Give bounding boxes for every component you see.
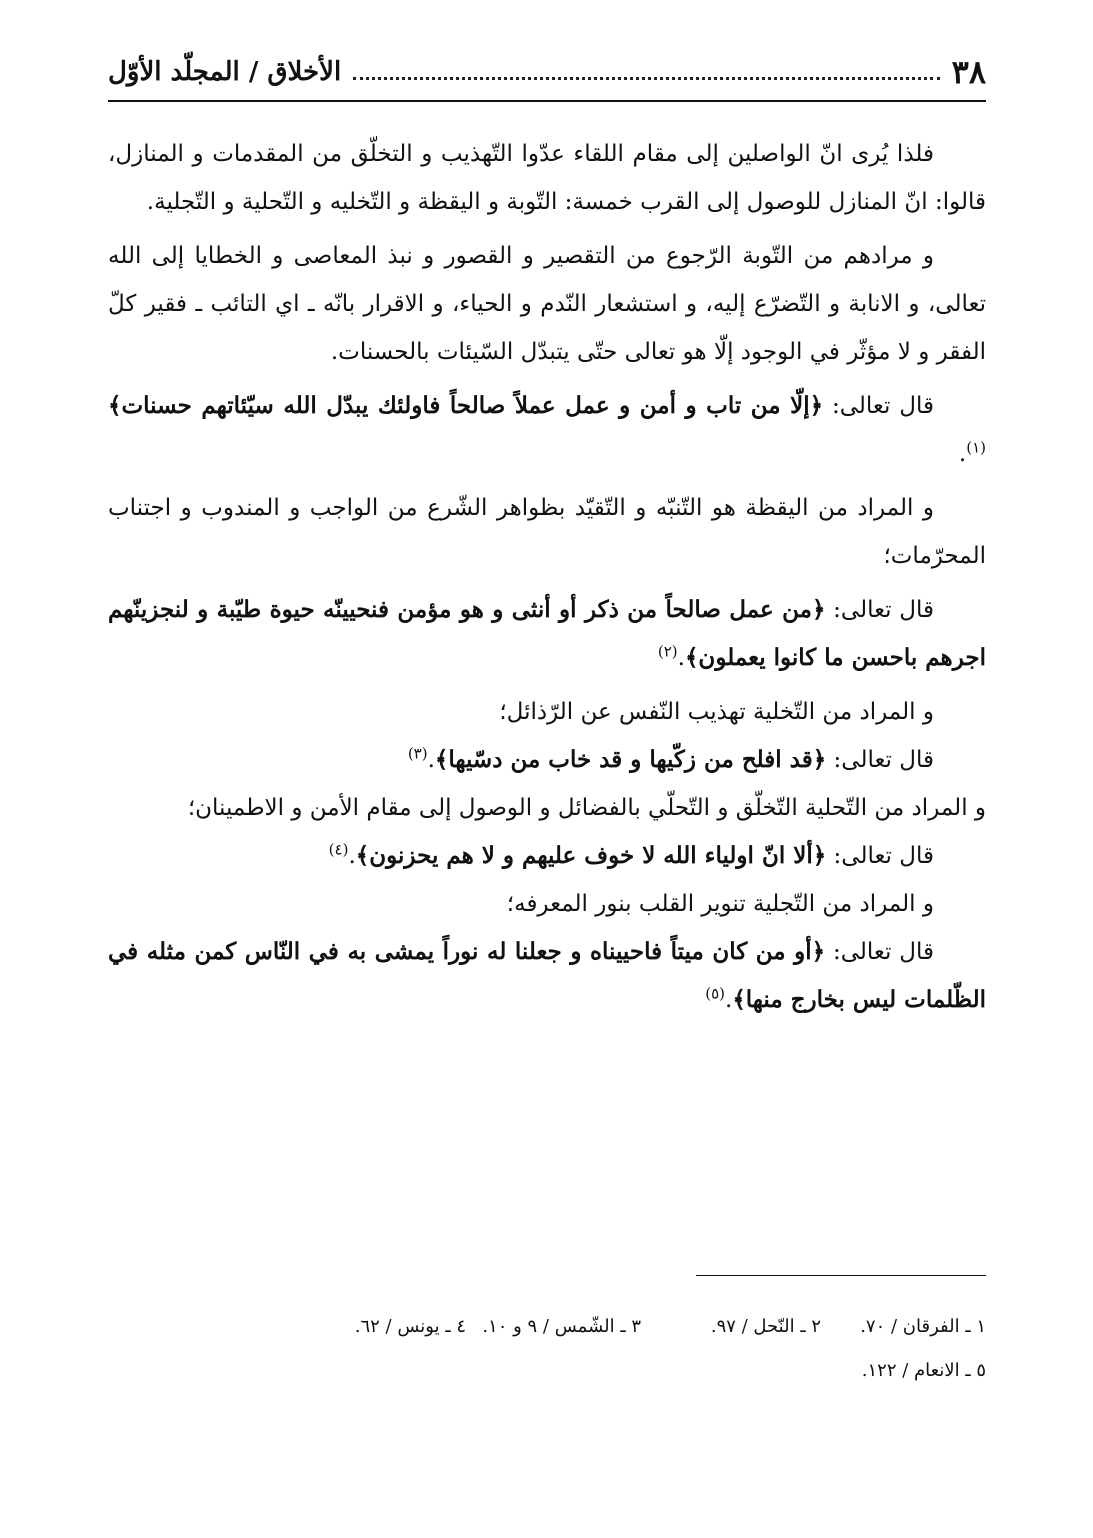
quran-verse: ﴿قد افلح من زكّيها و قد خاب من دسّيها﴾ bbox=[434, 746, 827, 773]
verse-intro: قال تعالى: bbox=[823, 393, 934, 419]
quran-verse: ﴿ألا انّ اولياء الله لا خوف عليهم و لا هم يحزنون﴾ bbox=[355, 842, 827, 869]
footnote-ref-1[interactable]: (١) bbox=[966, 438, 986, 457]
header-rule bbox=[108, 100, 986, 102]
verse-end: . bbox=[348, 843, 356, 869]
page-number: ٣٨ bbox=[951, 53, 986, 91]
footnote-separator bbox=[696, 1275, 986, 1276]
paragraph-illumination: و المراد من التّجلية تنوير القلب بنور المعرفه؛ bbox=[506, 891, 934, 917]
footnote-ref-5[interactable]: (٥) bbox=[705, 984, 725, 1003]
verse-intro: قال تعالى: bbox=[826, 843, 934, 869]
running-title: الأخلاق / المجلّد الأوّل bbox=[108, 57, 342, 87]
running-header bbox=[108, 44, 986, 100]
paragraph-awakening: و المراد من اليقظة هو التّنبّه و التّقيّد بظواهر الشّرع من الواجب و المندوب و اجتناب المحرّمات؛ bbox=[108, 495, 986, 569]
verse-illumination bbox=[108, 928, 986, 1024]
paragraph-stations: فلذا يُرى انّ الواصلين إلى مقام اللقاء عدّوا التّهذيب و التخلّق من المقدمات و المنازل، قالوا: انّ المنازل للوصول إلى القرب خمسة: التّوبة و اليقظة و التّخليه و التّحلية و التّجلية. bbox=[108, 141, 986, 215]
verse-detachment bbox=[108, 736, 986, 784]
quran-verse: ﴿من عمل صالحاً من ذكر أو أنثى و هو مؤمن فنحيينّه حيوة طيّبة و لنجزينّهم اجرهم باحسن ما كانوا يعملون﴾ bbox=[108, 596, 986, 671]
paragraph-adornment: و المراد من التّحلية التّخلّق و التّحلّي بالفضائل و الوصول إلى مقام الأمن و الاطمينان؛ bbox=[187, 795, 986, 821]
footnote-5: ٥ ـ الانعام / ١٢٢. bbox=[861, 1360, 986, 1381]
verse-end: . bbox=[677, 645, 685, 671]
footnote-row bbox=[108, 1305, 986, 1349]
footnote-ref-3[interactable]: (٣) bbox=[407, 744, 428, 763]
header-leader-dots bbox=[353, 77, 939, 80]
footnote-2: ٢ ـ النّحل / ٩٧. bbox=[710, 1316, 821, 1337]
footnote-1: ١ ـ الفرقان / ٧٠. bbox=[860, 1316, 986, 1337]
verse-end: . bbox=[427, 747, 435, 773]
footnote-row bbox=[108, 1349, 986, 1393]
verse-awakening bbox=[108, 586, 986, 682]
verse-intro: قال تعالى: bbox=[825, 597, 934, 623]
footnote-ref-4[interactable]: (٤) bbox=[328, 840, 349, 859]
footnote-ref-2[interactable]: (٢) bbox=[657, 642, 678, 661]
paragraph-repentance: و مرادهم من التّوبة الرّجوع من التقصير و القصور و نبذ المعاصى و الخطايا إلى الله تعالى، و الانابة و التّضرّع إليه، و استشعار النّدم و الحياء، و الاقرار بانّه ـ اي التائب ـ فقير كلّ الفقر و لا مؤثّر في الوجود إلّا هو تعالى حتّى يتبدّل السّيئات بالحسنات. bbox=[108, 243, 986, 365]
quran-verse: ﴿إلّا من تاب و أمن و عمل عملاً صالحاً فاولئك يبدّل الله سيّئاتهم حسنات﴾ bbox=[108, 392, 824, 419]
main-text bbox=[108, 130, 986, 1030]
footnotes bbox=[108, 1305, 986, 1393]
verse-intro: قال تعالى: bbox=[825, 939, 934, 965]
verse-adornment bbox=[108, 832, 986, 880]
footnote-3: ٣ ـ الشّمس / ٩ و ١٠. bbox=[482, 1316, 641, 1337]
verse-repentance bbox=[108, 382, 986, 478]
verse-end: . bbox=[958, 441, 967, 467]
footnote-4: ٤ ـ يونس / ٦٢. bbox=[354, 1316, 466, 1337]
quran-verse: ﴿أو من كان ميتاً فاحييناه و جعلنا له نوراً يمشى به في النّاس كمن مثله في الظّلمات ليس بخارج منها﴾ bbox=[108, 938, 986, 1013]
paragraph-detachment: و المراد من التّخلية تهذيب النّفس عن الرّذائل؛ bbox=[499, 699, 934, 725]
verse-intro: قال تعالى: bbox=[826, 747, 934, 773]
verse-end: . bbox=[725, 987, 733, 1013]
